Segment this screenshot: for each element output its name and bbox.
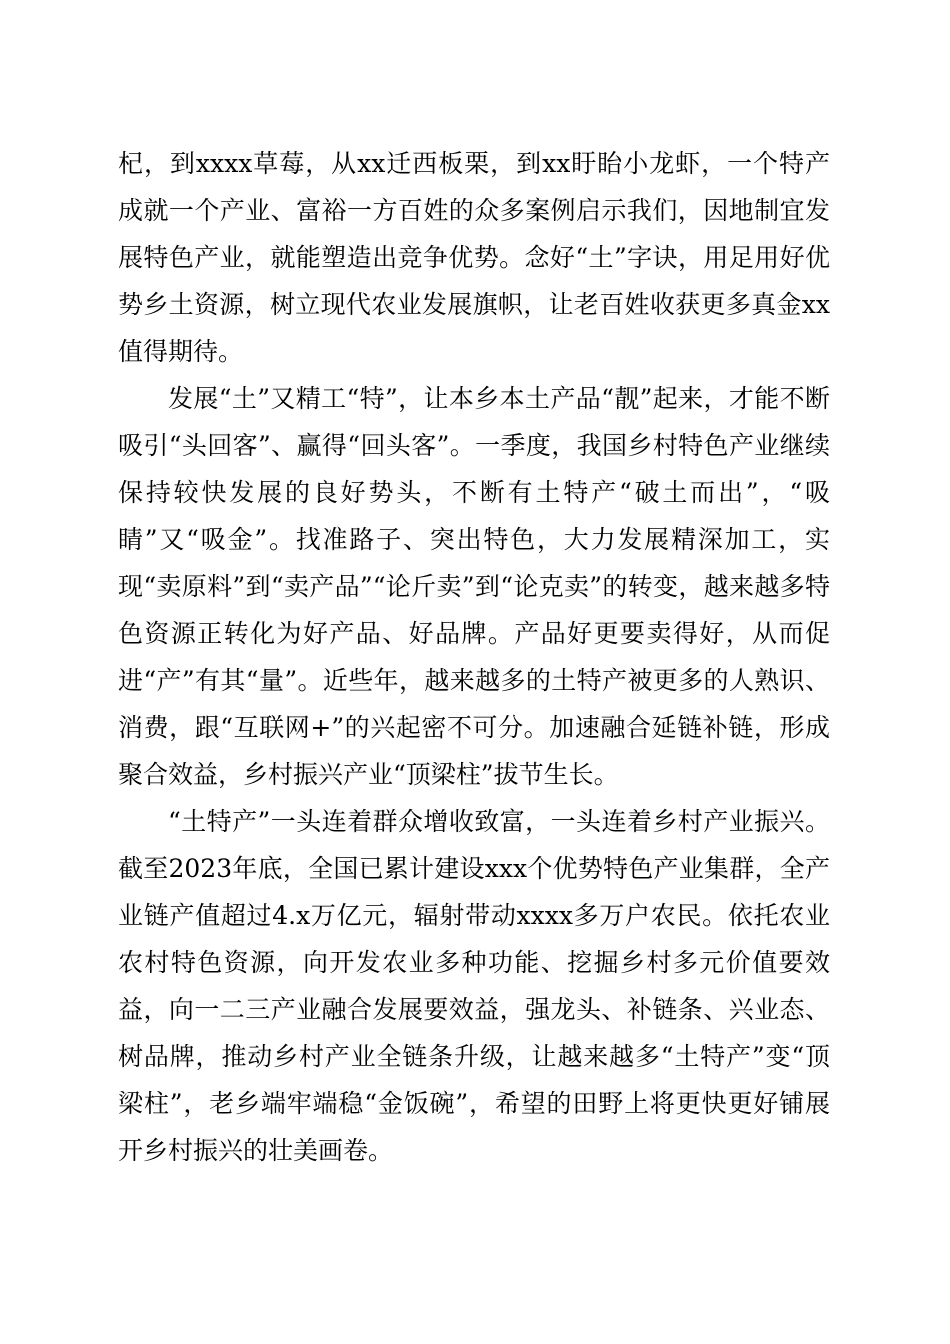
paragraph-continuation: 杞，到xxxx草莓，从xx迁西板栗，到xx盱眙小龙虾，一个特产成就一个产业、富裕一方百姓的众多案例启示我们，因地制宜发展特色产业，就能塑造出竞争优势。念好“土”字诀，用足用好优势乡土资源，树立现代农业发展旗帜，让老百姓收获更多真金xx值得期待。 (118, 149, 830, 366)
paragraph-local-products-development: 发展“土”又精工“特”，让本乡本土产品“靓”起来，才能不断吸引“头回客”、赢得“回头客”。一季度，我国乡村特色产业继续保持较快发展的良好势头，不断有土特产“破土而出”，“吸睛”又“吸金”。找准路子、突出特色，大力发展精深加工，实现“卖原料”到“卖产品”“论斤卖”到“论克卖”的转变，越来越多特色资源正转化为好产品、好品牌。产品好更要卖得好，从而促进“产”有其“量”。近些年，越来越多的土特产被更多的人熟识、消费，跟“互联网+”的兴起密不可分。加速融合延链补链，形成聚合效益，乡村振兴产业“顶梁柱”拔节生长。 (118, 384, 830, 789)
document-body (118, 140, 830, 1174)
paragraph-rural-industry-revitalization: “土特产”一头连着群众增收致富，一头连着乡村产业振兴。截至2023年底，全国已累计建设xxx个优势特色产业集群，全产业链产值超过4.x万亿元，辐射带动xxxx多万户农民。依托农业农村特色资源，向开发农业多种功能、挖掘乡村多元价值要效益，向一二三产业融合发展要效益，强龙头、补链条、兴业态、树品牌，推动乡村产业全链条升级，让越来越多“土特产”变“顶梁柱”，老乡端牢端稳“金饭碗”，希望的田野上将更快更好铺展开乡村振兴的壮美画卷。 (118, 807, 830, 1165)
